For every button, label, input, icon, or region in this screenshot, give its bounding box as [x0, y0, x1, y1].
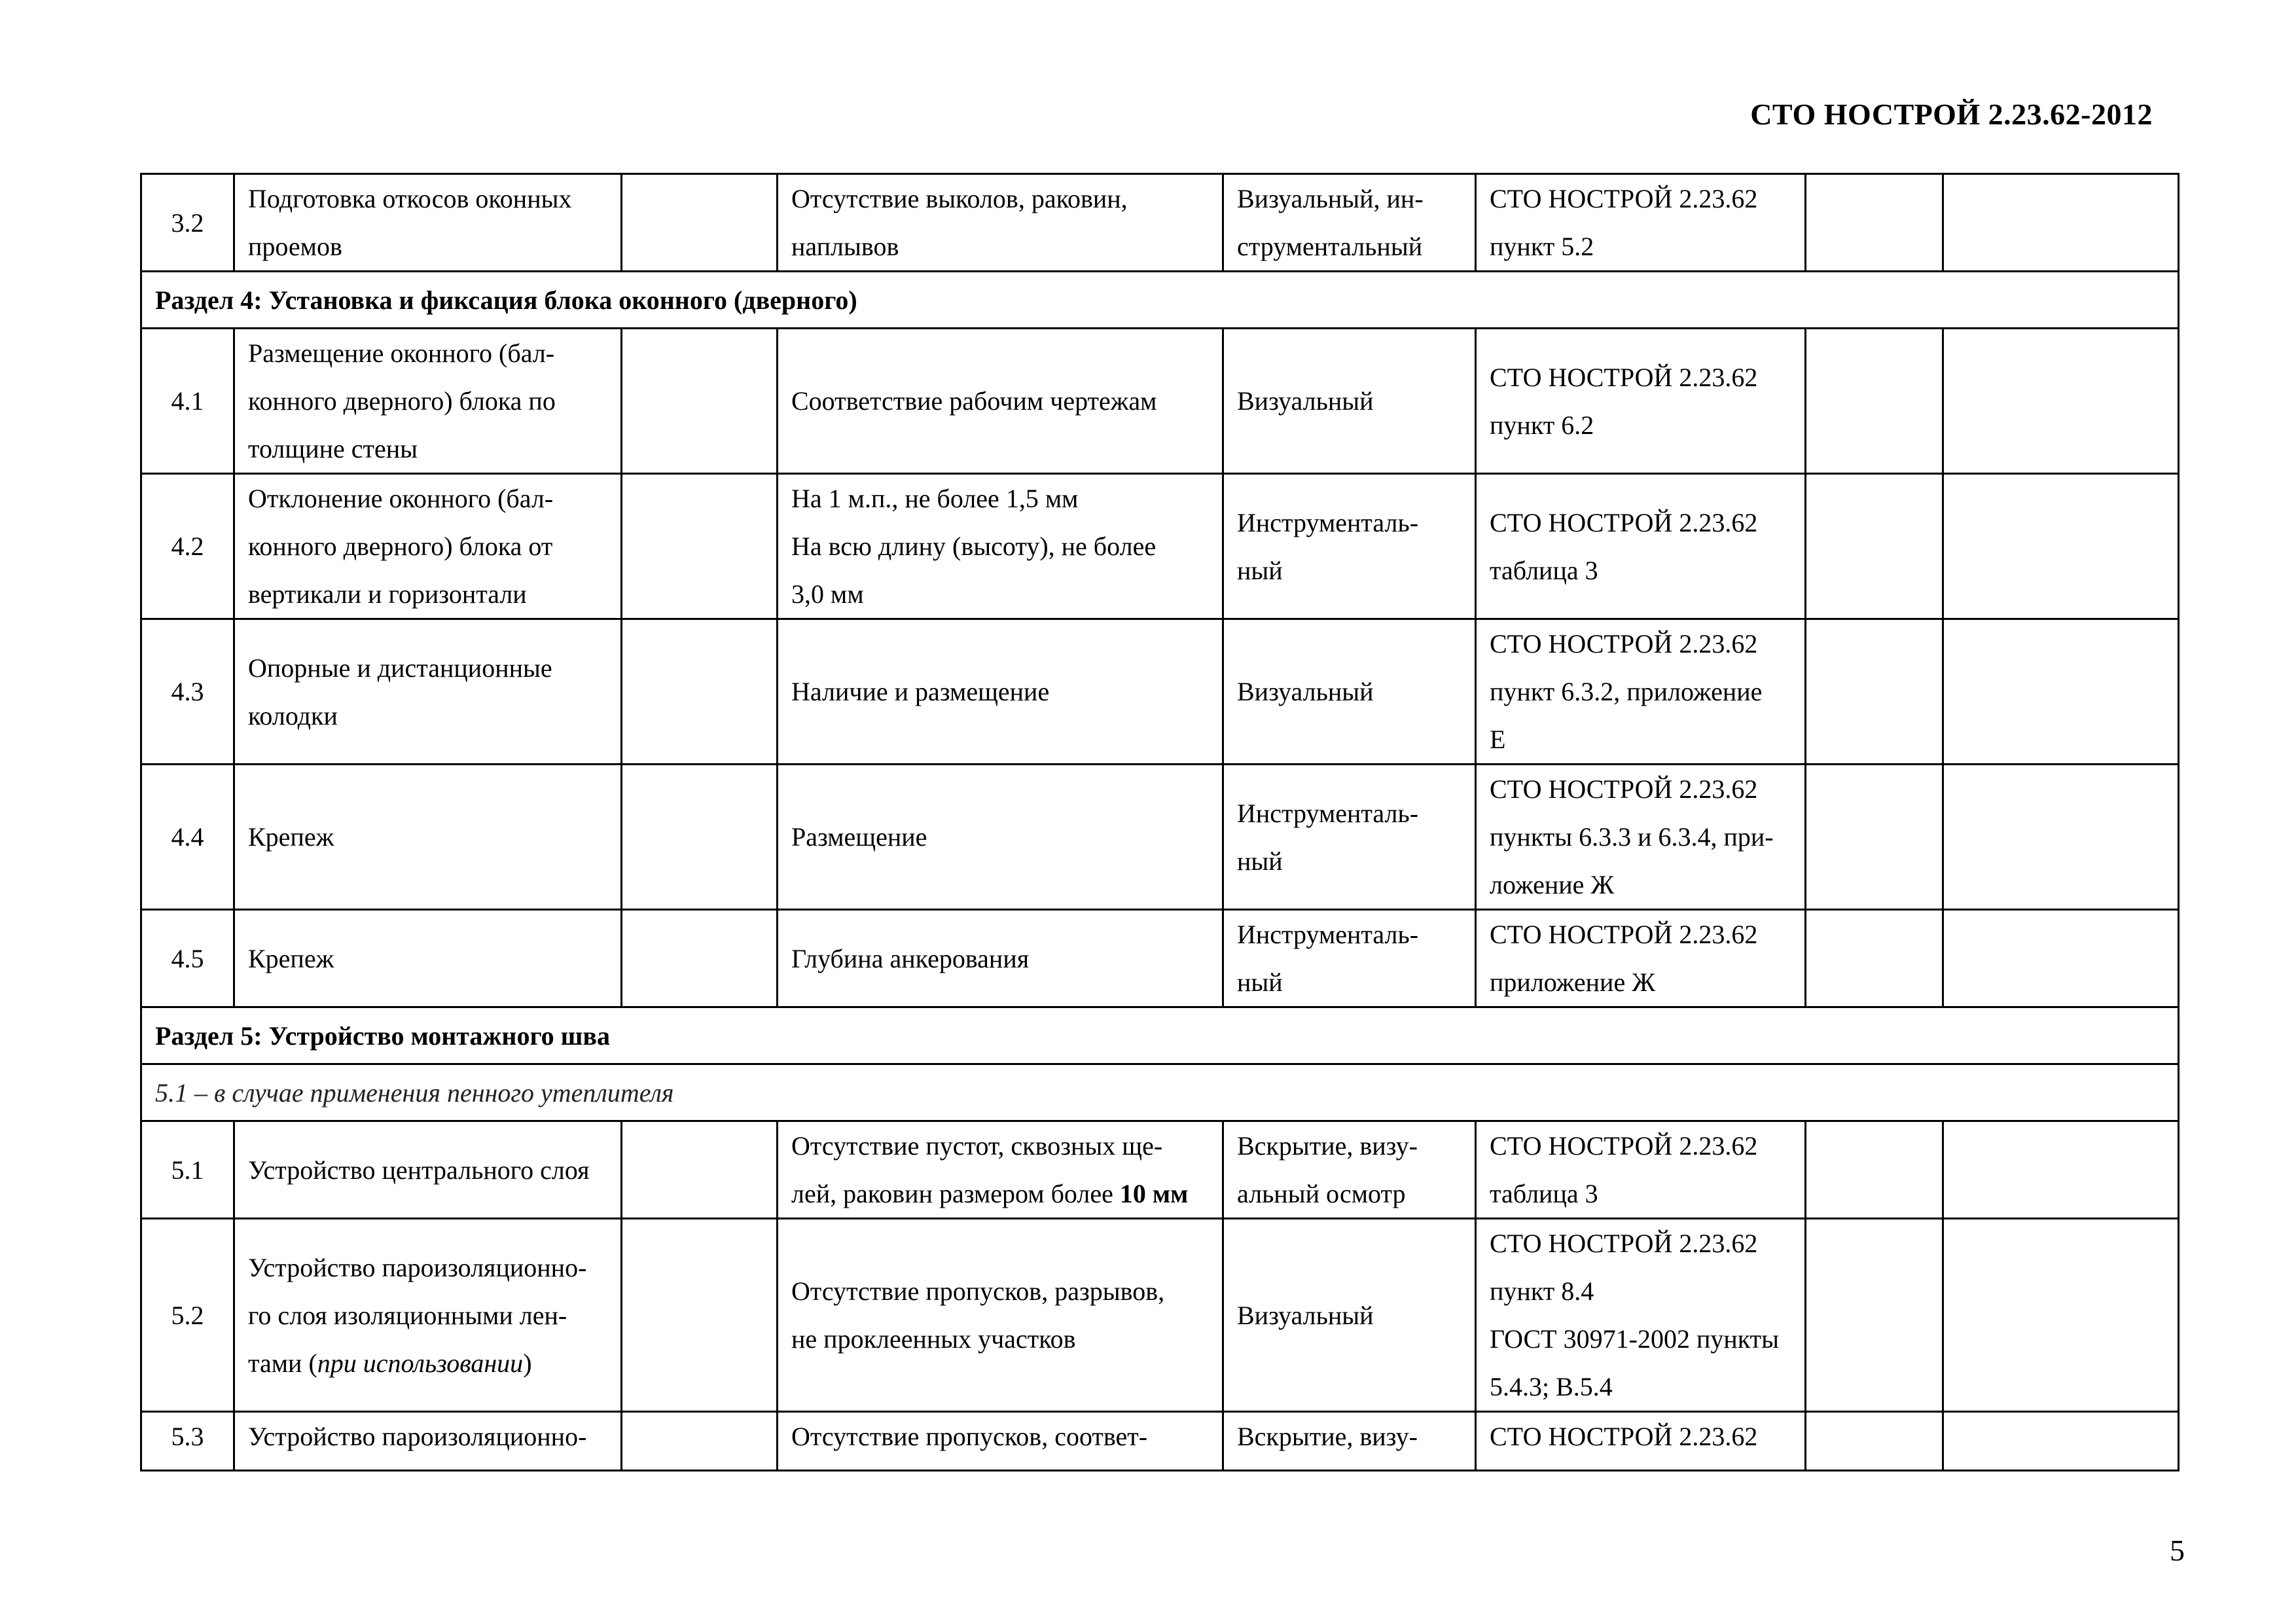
item-name: Крепеж [234, 765, 622, 910]
control-method: Визуальный [1223, 329, 1476, 474]
empty-cell [622, 1121, 778, 1219]
requirement: Соответствие рабочим чертежам [778, 329, 1223, 474]
requirement: Отсутствие пропусков, соответ- [778, 1412, 1223, 1471]
empty-cell [1806, 1121, 1943, 1219]
table-row [141, 1412, 2179, 1471]
empty-cell [1943, 619, 2179, 765]
control-method: Инструменталь- ный [1223, 910, 1476, 1007]
control-method: Вскрытие, визу- [1223, 1412, 1476, 1471]
requirement: Отсутствие выколов, раковин, наплывов [778, 174, 1223, 272]
requirement: Отсутствие пропусков, разрывов, не проклеенных участков [778, 1219, 1223, 1412]
reference: СТО НОСТРОЙ 2.23.62 пункты 6.3.3 и 6.3.4, при- ложение Ж [1476, 765, 1806, 910]
item-name: Отклонение оконного (бал- конного дверного) блока от вертикали и горизонтали [234, 474, 622, 619]
inspection-table [140, 173, 2179, 1471]
row-number: 3.2 [141, 174, 234, 272]
empty-cell [622, 329, 778, 474]
row-number: 4.2 [141, 474, 234, 619]
row-number: 4.3 [141, 619, 234, 765]
reference: СТО НОСТРОЙ 2.23.62 пункт 6.2 [1476, 329, 1806, 474]
document-header: СТО НОСТРОЙ 2.23.62-2012 [1750, 98, 2153, 131]
reference: СТО НОСТРОЙ 2.23.62 приложение Ж [1476, 910, 1806, 1007]
empty-cell [1943, 910, 2179, 1007]
empty-cell [1806, 765, 1943, 910]
table-row [141, 1219, 2179, 1412]
empty-cell [1806, 1219, 1943, 1412]
empty-cell [622, 474, 778, 619]
section-row [141, 272, 2179, 329]
subsection-title: 5.1 – в случае применения пенного утеплителя [141, 1064, 2179, 1121]
page-number: 5 [2170, 1534, 2185, 1567]
item-name: Устройство центрального слоя [234, 1121, 622, 1219]
control-method: Инструменталь- ный [1223, 765, 1476, 910]
empty-cell [1943, 1412, 2179, 1471]
section-title: Раздел 4: Установка и фиксация блока оконного (дверного) [141, 272, 2179, 329]
control-method: Визуальный [1223, 1219, 1476, 1412]
reference: СТО НОСТРОЙ 2.23.62 пункт 8.4 ГОСТ 30971-2002 пункты 5.4.3; В.5.4 [1476, 1219, 1806, 1412]
reference: СТО НОСТРОЙ 2.23.62 пункт 6.3.2, приложение Е [1476, 619, 1806, 765]
item-name: Размещение оконного (бал- конного дверного) блока по толщине стены [234, 329, 622, 474]
empty-cell [1806, 910, 1943, 1007]
control-method: Вскрытие, визу- альный осмотр [1223, 1121, 1476, 1219]
item-name: Крепеж [234, 910, 622, 1007]
empty-cell [1943, 474, 2179, 619]
table-row [141, 174, 2179, 272]
row-number: 4.5 [141, 910, 234, 1007]
table-row [141, 329, 2179, 474]
row-number: 4.4 [141, 765, 234, 910]
requirement: Наличие и размещение [778, 619, 1223, 765]
requirement: Размещение [778, 765, 1223, 910]
requirement: На 1 м.п., не более 1,5 мм На всю длину (высоту), не более 3,0 мм [778, 474, 1223, 619]
section-row [141, 1007, 2179, 1064]
empty-cell [622, 910, 778, 1007]
item-name: Устройство пароизоляционно- [234, 1412, 622, 1471]
reference: СТО НОСТРОЙ 2.23.62 пункт 5.2 [1476, 174, 1806, 272]
table-row [141, 619, 2179, 765]
reference: СТО НОСТРОЙ 2.23.62 [1476, 1412, 1806, 1471]
control-method: Визуальный [1223, 619, 1476, 765]
row-number: 5.2 [141, 1219, 234, 1412]
item-name: Опорные и дистанционные колодки [234, 619, 622, 765]
table-row [141, 910, 2179, 1007]
empty-cell [622, 619, 778, 765]
empty-cell [1943, 329, 2179, 474]
reference: СТО НОСТРОЙ 2.23.62 таблица 3 [1476, 1121, 1806, 1219]
empty-cell [1806, 1412, 1943, 1471]
section-title: Раздел 5: Устройство монтажного шва [141, 1007, 2179, 1064]
item-name: Устройство пароизоляционно- го слоя изоляционными лен- тами (при использовании) [234, 1219, 622, 1412]
empty-cell [1806, 619, 1943, 765]
requirement: Глубина анкерования [778, 910, 1223, 1007]
empty-cell [1943, 174, 2179, 272]
table-row [141, 1121, 2179, 1219]
empty-cell [1943, 1121, 2179, 1219]
requirement: Отсутствие пустот, сквозных ще- лей, раковин размером более 10 мм [778, 1121, 1223, 1219]
empty-cell [622, 174, 778, 272]
empty-cell [1806, 474, 1943, 619]
empty-cell [622, 1219, 778, 1412]
reference: СТО НОСТРОЙ 2.23.62 таблица 3 [1476, 474, 1806, 619]
empty-cell [1806, 329, 1943, 474]
row-number: 4.1 [141, 329, 234, 474]
table-row [141, 765, 2179, 910]
row-number: 5.1 [141, 1121, 234, 1219]
item-name: Подготовка откосов оконных проемов [234, 174, 622, 272]
table-row [141, 474, 2179, 619]
empty-cell [622, 1412, 778, 1471]
control-method: Визуальный, ин- струментальный [1223, 174, 1476, 272]
empty-cell [622, 765, 778, 910]
control-method: Инструменталь- ный [1223, 474, 1476, 619]
empty-cell [1806, 174, 1943, 272]
empty-cell [1943, 765, 2179, 910]
subsection-row [141, 1064, 2179, 1121]
row-number: 5.3 [141, 1412, 234, 1471]
empty-cell [1943, 1219, 2179, 1412]
